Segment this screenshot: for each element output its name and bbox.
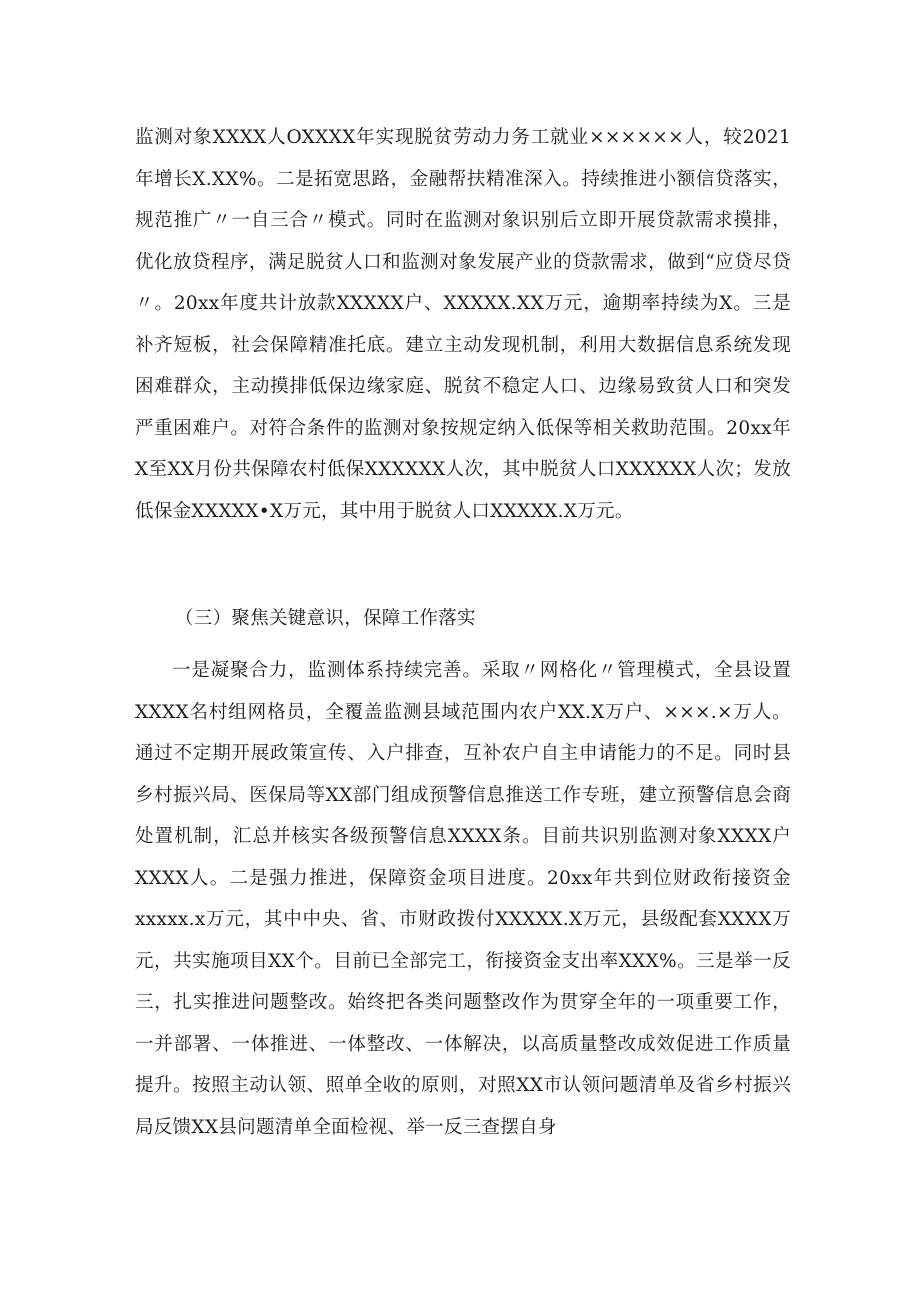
section-heading: （三）聚焦关键意识，保障工作落实: [175, 608, 476, 629]
body-paragraph-2: 一是凝聚合力，监测体系持续完善。采取〃网格化〃管理模式，全县设置XXXX名村组网格员，全覆盖监测县域范围内农户XX.X万户、×××.×万人。通过不定期开展政策宣传、入户排查，互补农户自主申请能力的不足。同时县乡村振兴局、医保局等XX部门组成预警信息推送工作专班，建立预警信息会商处置机制，汇总并核实各级预警信息XXXX条。目前共识别监测对象XXXX户XXXX人。二是强力推进，保障资金项目进度。20xx年共到位财政衔接资金xxxxx.x万元，其中中央、省、市财政拨付XXXXX.X万元，县级配套XXXX万元，共实施项目XX个。目前已全部完工，衔接资金支出率XXX%。三是举一反三，扎实推进问题整改。始终把各类问题整改作为贯穿全年的一项重要工作，一并部署、一体推进、一体整改、一体解决，以高质量整改成效促进工作质量提升。按照主动认领、照单全收的原则，对照XX市认领问题清单及省乡村振兴局反馈XX县问题清单全面检视、举一反三查摆自身: [135, 660, 791, 1138]
body-paragraph-1: 监测对象XXXX人OXXXX年实现脱贫劳动力务工就业××××××人，较2021年增长X.XX%。二是拓宽思路，金融帮扶精准深入。持续推进小额信贷落实，规范推广〃一自三合〃模式。同时在监测对象识别后立即开展贷款需求摸排，优化放贷程序，满足脱贫人口和监测对象发展产业的贷款需求，做到“应贷尽贷〃。20xx年度共计放款XXXXX户、XXXXX.XX万元，逾期率持续为X。三是补齐短板，社会保障精准托底。建立主动发现机制，利用大数据信息系统发现困难群众，主动摸排低保边缘家庭、脱贫不稳定人口、边缘易致贫人口和突发严重困难户。对符合条件的监测对象按规定纳入低保等相关救助范围。20xx年X至XX月份共保障农村低保XXXXXX人次，其中脱贫人口XXXXXX人次；发放低保金XXXXX•X万元，其中用于脱贫人口XXXXX.X万元。: [135, 127, 791, 522]
